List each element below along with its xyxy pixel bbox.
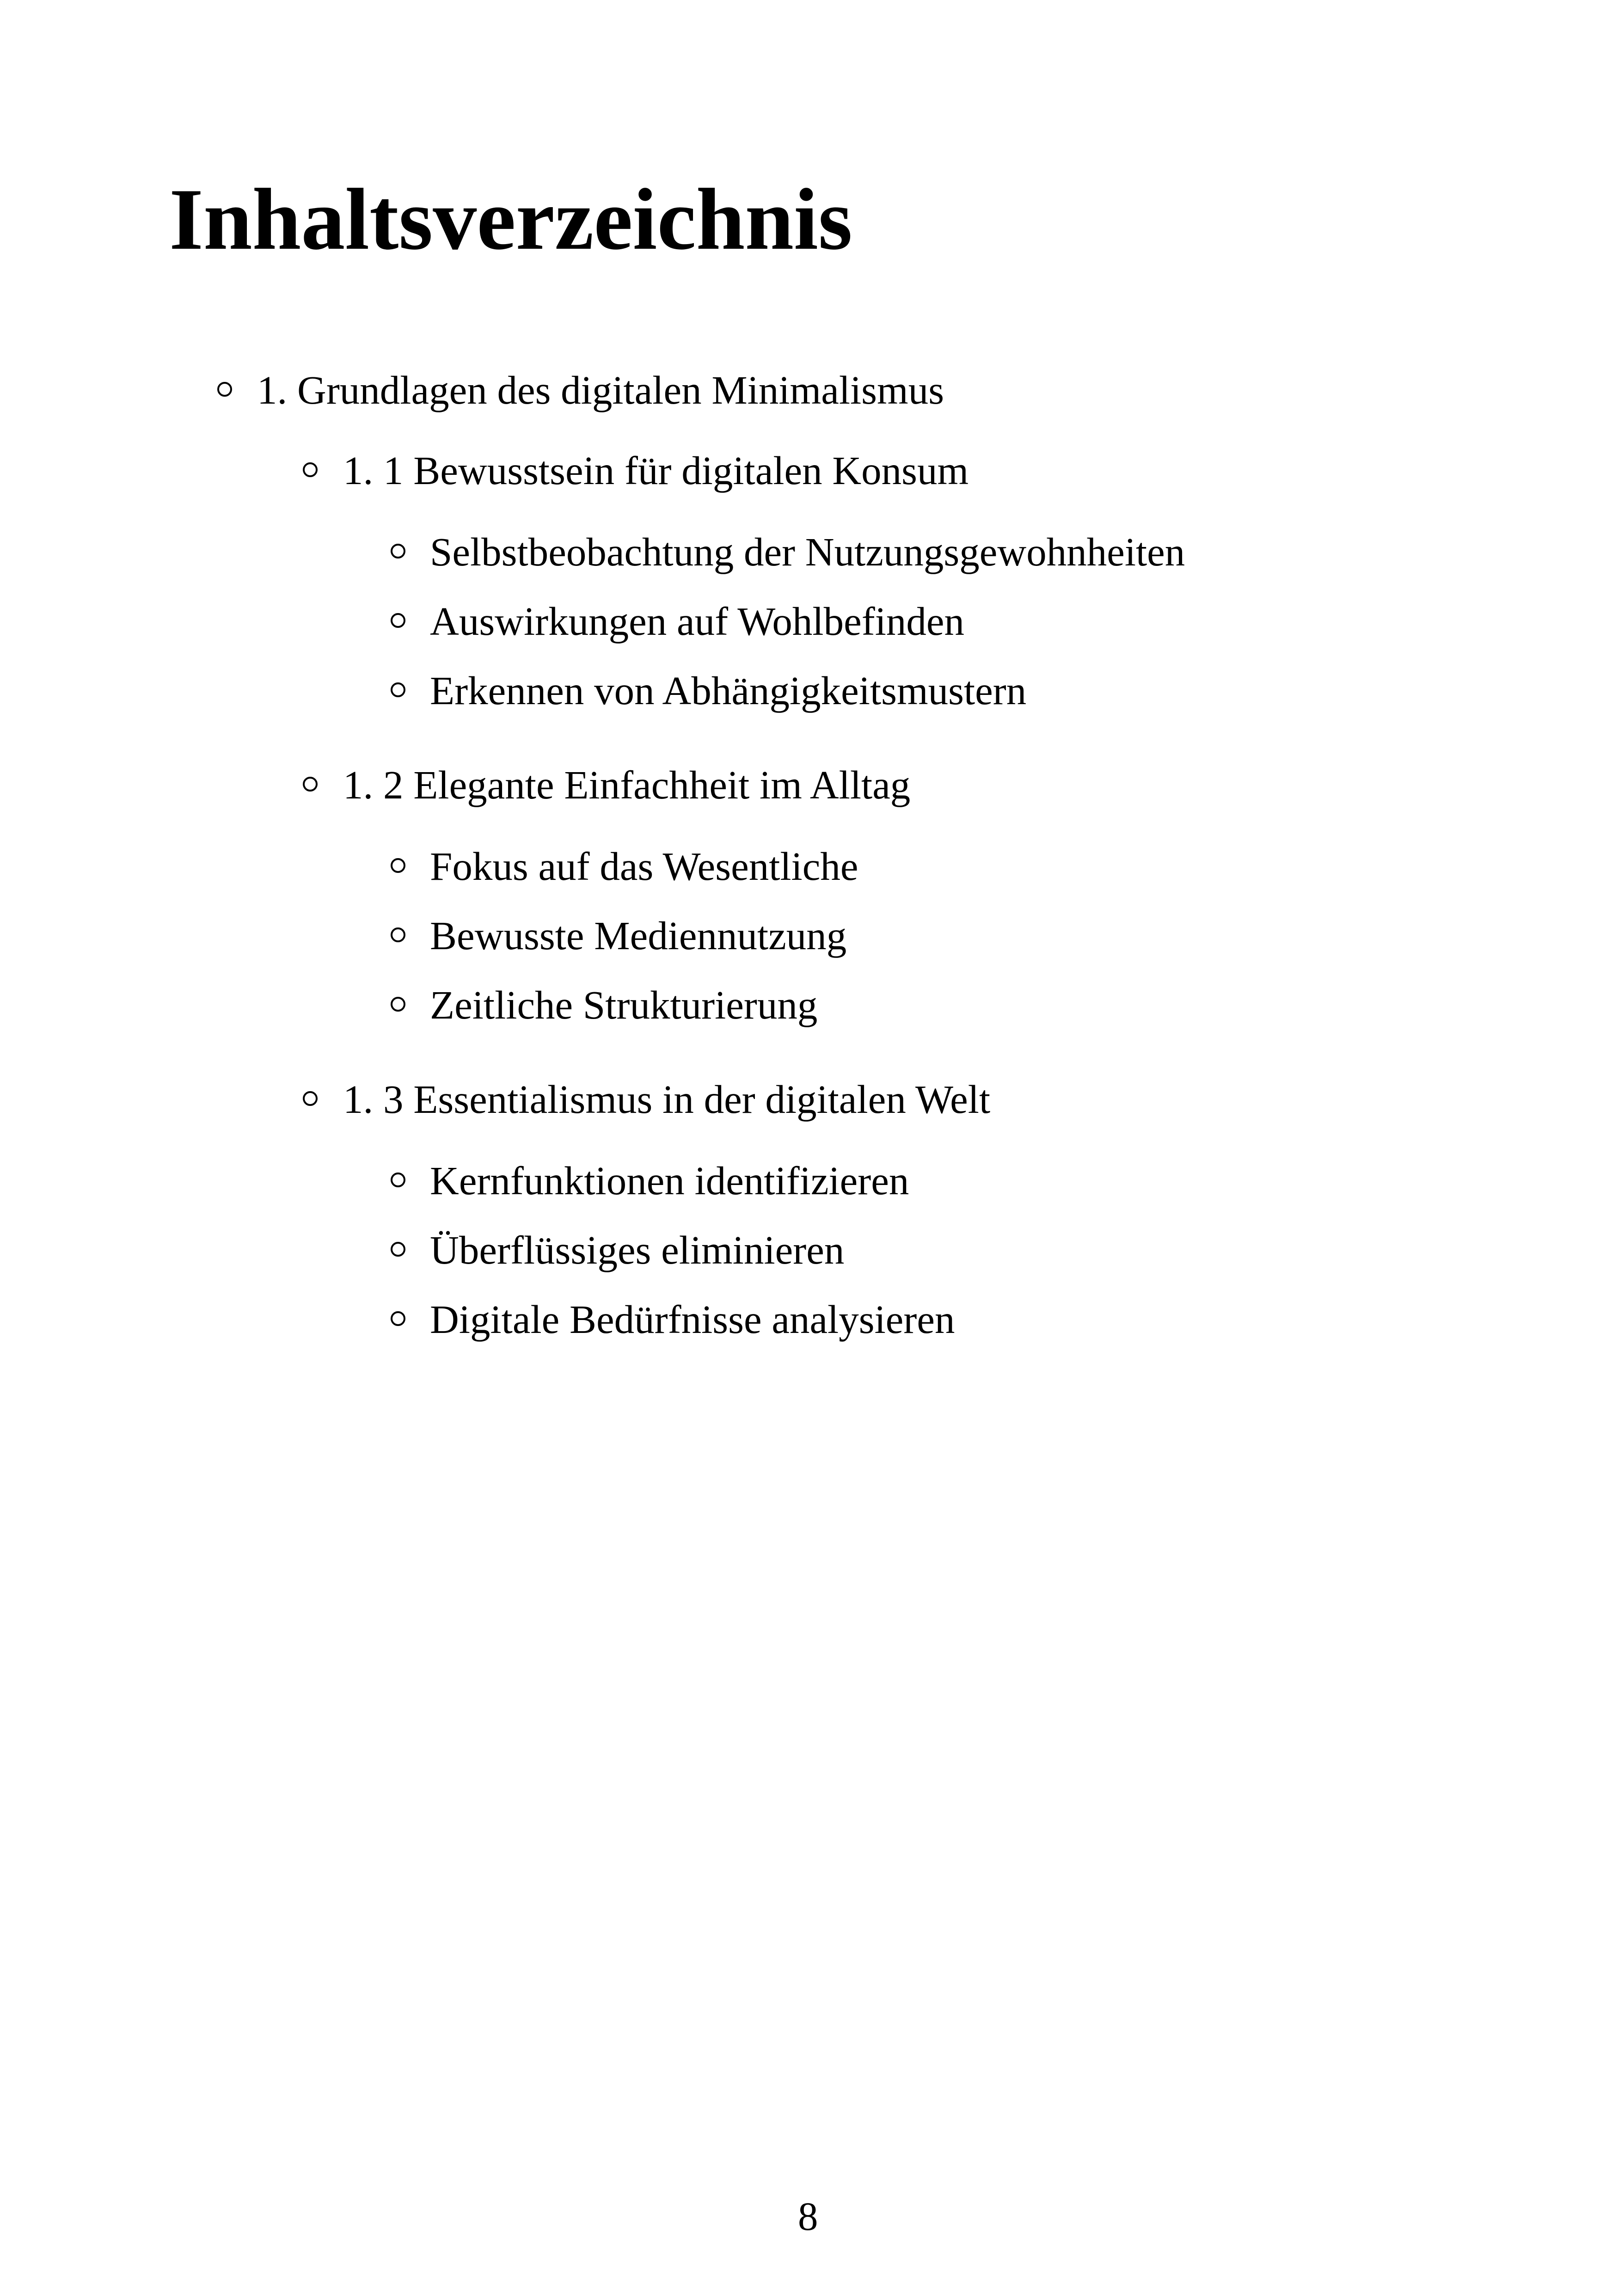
circle-bullet-icon xyxy=(303,777,318,792)
circle-bullet-icon xyxy=(391,613,405,628)
toc-item: Zeitliche Strukturierung xyxy=(430,982,818,1027)
toc-item: Auswirkungen auf Wohlbefinden xyxy=(430,599,964,644)
toc-item: Erkennen von Abhängigkeitsmustern xyxy=(430,668,1027,713)
circle-bullet-icon xyxy=(217,382,232,397)
toc-item: Überflüssiges eliminieren xyxy=(430,1228,845,1272)
toc-section-1-3: 1. 3 Essentialismus in der digitalen Welt xyxy=(343,1077,991,1122)
toc-section-1-1: 1. 1 Bewusstsein für digitalen Konsum xyxy=(343,448,969,493)
circle-bullet-icon xyxy=(391,682,405,697)
page-title: Inhaltsverzeichnis xyxy=(169,171,852,268)
toc-chapter-1: 1. Grundlagen des digitalen Minimalismus xyxy=(257,368,944,412)
toc-section-1-2: 1. 2 Elegante Einfachheit im Alltag xyxy=(343,762,911,807)
circle-bullet-icon xyxy=(391,1173,405,1187)
circle-bullet-icon xyxy=(391,927,405,942)
circle-bullet-icon xyxy=(391,997,405,1012)
circle-bullet-icon xyxy=(303,1091,318,1106)
circle-bullet-icon xyxy=(303,462,318,477)
circle-bullet-icon xyxy=(391,858,405,873)
circle-bullet-icon xyxy=(391,544,405,559)
circle-bullet-icon xyxy=(391,1242,405,1257)
toc-item: Kernfunktionen identifizieren xyxy=(430,1158,909,1203)
page-number: 8 xyxy=(798,2194,818,2239)
toc-item: Fokus auf das Wesentliche xyxy=(430,844,858,889)
circle-bullet-icon xyxy=(391,1311,405,1326)
toc-item: Digitale Bedürfnisse analysieren xyxy=(430,1297,955,1342)
toc-item: Bewusste Mediennutzung xyxy=(430,913,847,958)
toc-item: Selbstbeobachtung der Nutzungsgewohnheiten xyxy=(430,529,1185,574)
